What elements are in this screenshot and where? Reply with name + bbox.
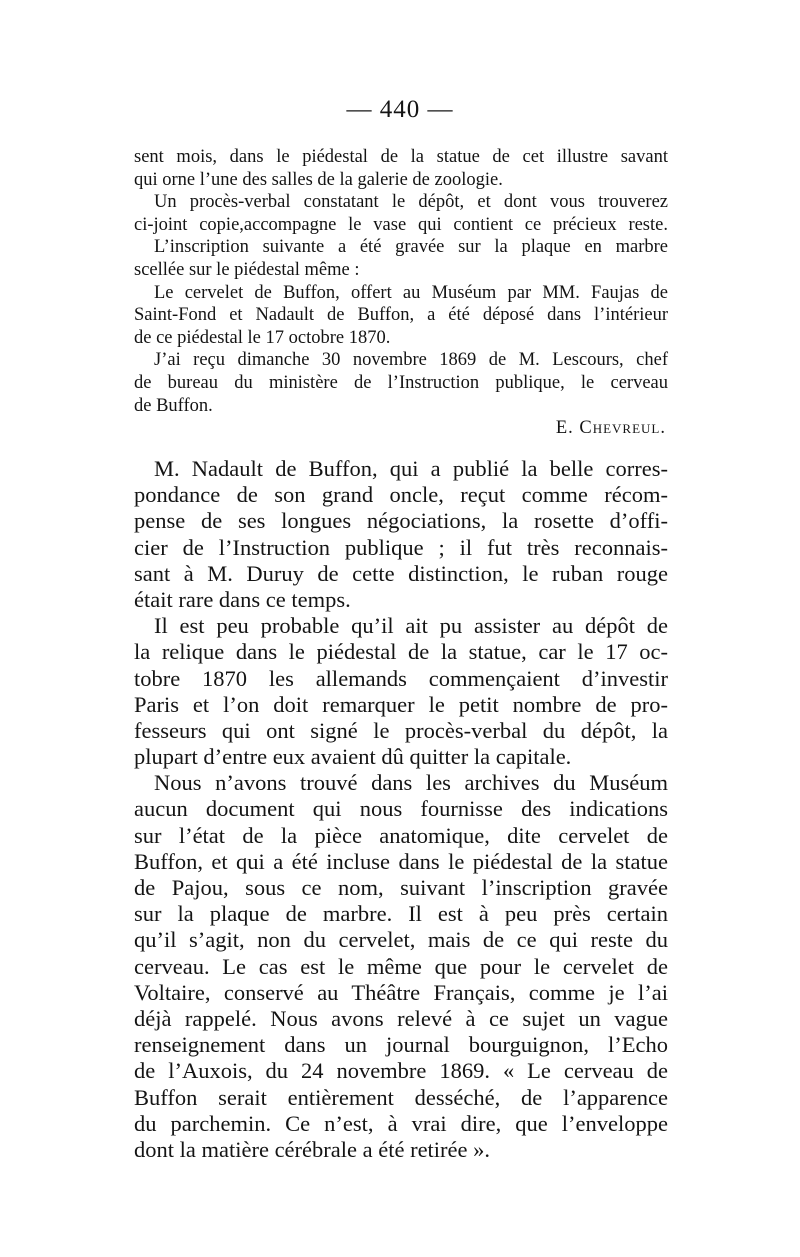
text-line: plupart d’entre eux avaient dû quitter la capitale. xyxy=(134,744,572,770)
text-line: tobre 1870 les allemands commençaient d’investir xyxy=(134,665,668,691)
text-line: Le cervelet de Buffon, offert au Muséum par MM. Faujas de xyxy=(154,282,668,303)
text-line: ci-joint copie,accompagne le vase qui contient ce précieux reste. xyxy=(134,214,668,235)
text-line: Buffon serait entièrement desséché, de l’apparence xyxy=(134,1084,668,1110)
text-line: Voltaire, conservé au Théâtre Français, comme je l’ai xyxy=(134,979,668,1005)
footnote-block xyxy=(134,146,668,440)
text-line: J’ai reçu dimanche 30 novembre 1869 de M. Lescours, chef xyxy=(154,350,668,371)
text-line: fesseurs qui ont signé le procès-verbal du dépôt, la xyxy=(134,717,668,743)
text-line: renseignement dans un journal bourguignon, l’Echo xyxy=(134,1032,668,1058)
text-line: Nous n’avons trouvé dans les archives du Muséum xyxy=(154,770,668,796)
text-line: de ce piédestal le 17 octobre 1870. xyxy=(134,327,391,348)
text-line: de Buffon. xyxy=(134,395,213,416)
text-line: Saint-Fond et Nadault de Buffon, a été déposé dans l’intérieur xyxy=(134,305,668,326)
text-line: scellée sur le piédestal même : xyxy=(134,259,360,280)
text-line: L’inscription suivante a été gravée sur la plaque en marbre xyxy=(154,237,668,258)
text-line: de l’Auxois, du 24 novembre 1869. « Le cerveau de xyxy=(134,1058,668,1084)
text-line: de Pajou, sous ce nom, suivant l’inscription gravée xyxy=(134,875,668,900)
text-line: sent mois, dans le piédestal de la statue de cet illustre savant xyxy=(134,147,668,167)
text-line: était rare dans ce temps. xyxy=(134,586,351,612)
text-line: Paris et l’on doit remarquer le petit nombre de pro- xyxy=(134,691,668,717)
signature xyxy=(134,417,668,440)
text-line: du parchemin. Ce n’est, à vrai dire, que l’enveloppe xyxy=(134,1110,668,1136)
text-line: sant à M. Duruy de cette distinction, le ruban rouge xyxy=(134,560,668,586)
text-line: dont la matière cérébrale a été retirée ». xyxy=(134,1136,491,1162)
text-line: cerveau. Le cas est le même que pour le cervelet de xyxy=(134,953,668,979)
signature-name: Chevreul. xyxy=(579,418,666,439)
text-line: sur l’état de la pièce anatomique, dite cervelet de xyxy=(134,822,668,848)
text-line: cier de l’Instruction publique ; il fut très reconnais- xyxy=(134,534,668,560)
text-line: la relique dans le piédestal de la statue, car le 17 oc- xyxy=(134,639,668,665)
text-line: Un procès-verbal constatant le dépôt, et dont vous trouverez xyxy=(154,192,668,213)
text-line: M. Nadault de Buffon, qui a publié la belle corres- xyxy=(154,456,668,481)
main-text xyxy=(134,456,668,1163)
text-line: pondance de son grand oncle, reçut comme récom- xyxy=(134,482,668,508)
text-line: Il est peu probable qu’il ait pu assister au dépôt de xyxy=(154,613,668,639)
text-line: sur la plaque de marbre. Il est à peu près certain xyxy=(134,901,668,927)
text-line: pense de ses longues négociations, la rosette d’offi- xyxy=(134,508,668,534)
text-line: de bureau du ministère de l’Instruction publique, le cerveau xyxy=(134,372,668,393)
text-line: Buffon, et qui a été incluse dans le piédestal de la statue xyxy=(134,848,668,874)
text-line: qui orne l’une des salles de la galerie de zoologie. xyxy=(134,169,503,190)
text-line: qu’il s’agit, non du cervelet, mais de ce qui reste du xyxy=(134,927,668,953)
text-line: déjà rappelé. Nous avons relevé à ce sujet un vague xyxy=(134,1005,668,1031)
signature-initial: E. xyxy=(555,418,580,439)
text-line: aucun document qui nous fournisse des indications xyxy=(134,796,668,822)
page-number: — 440 — xyxy=(346,96,454,123)
